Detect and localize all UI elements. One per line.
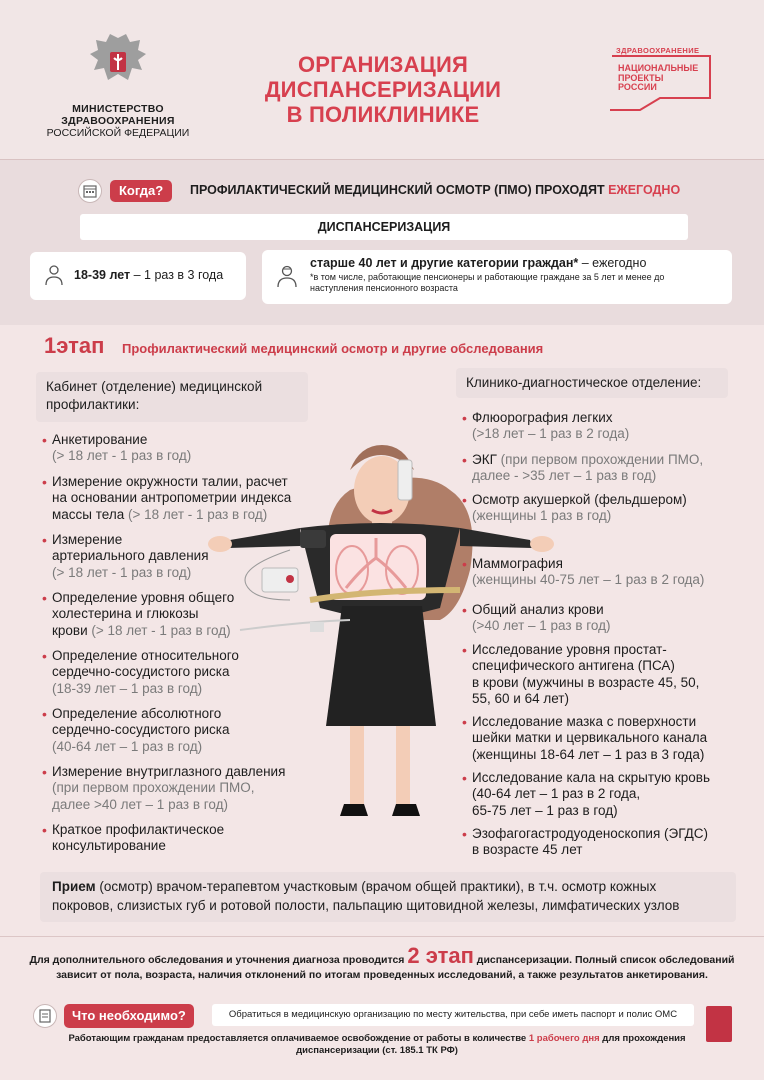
item-sub: (18-39 лет – 1 раз в год) bbox=[52, 680, 203, 696]
bullet-icon: • bbox=[42, 532, 47, 548]
footer-line2: диспансеризации (ст. 185.1 ТК РФ) bbox=[296, 1044, 458, 1056]
item-line3a: массы тела bbox=[52, 506, 128, 522]
item-sub: (при первом прохождении ПМО, bbox=[52, 780, 255, 796]
need-text: Обратиться в медицинскую организацию по месту жительства, при себе иметь паспорт и полис ОМС bbox=[212, 1004, 694, 1026]
item-line3: в крови (мужчины в возрасте 45, 50, bbox=[472, 674, 700, 690]
footer-note bbox=[60, 1033, 694, 1056]
right-panel-heading: Клинико-диагностическое отделение: bbox=[456, 368, 728, 398]
item-title: Исследование мазка с поверхности bbox=[472, 714, 697, 729]
older-group-freq: – ежегодно bbox=[578, 256, 647, 270]
item-line2: специфического антигена (ПСА) bbox=[472, 658, 675, 674]
list-item bbox=[42, 590, 235, 639]
older-group-label: старше 40 лет и другие категории граждан* bbox=[310, 256, 579, 270]
reception-text1: (осмотр) врачом-терапевтом участковым (врачом общей практики), в т.ч. осмотр кожных bbox=[95, 879, 657, 894]
item-title: Определение абсолютного bbox=[52, 706, 222, 721]
item-line2: артериального давления bbox=[52, 548, 209, 564]
item-title bbox=[472, 452, 703, 468]
list-item bbox=[462, 452, 704, 485]
item-line2: сердечно-сосудистого риска bbox=[52, 664, 230, 680]
item-line2: (40-64 лет – 1 раз в 2 года, bbox=[472, 786, 641, 802]
bullet-icon: • bbox=[462, 642, 467, 658]
bullet-icon: • bbox=[42, 432, 47, 448]
older-group-text bbox=[310, 256, 646, 270]
when-text-main: ПРОФИЛАКТИЧЕСКИЙ МЕДИЦИНСКИЙ ОСМОТР (ПМО) ПРОХОДЯТ bbox=[190, 183, 605, 197]
reception-panel bbox=[40, 872, 736, 922]
list-item bbox=[462, 714, 708, 763]
list-item bbox=[42, 432, 192, 465]
list-item bbox=[462, 642, 700, 707]
list-item bbox=[42, 706, 230, 755]
bullet-icon: • bbox=[462, 410, 467, 426]
item-title: Флюорография легких bbox=[472, 410, 613, 425]
bullet-icon: • bbox=[42, 706, 47, 722]
ministry-line1: МИНИСТЕРСТВО bbox=[72, 103, 164, 115]
item-line3 bbox=[52, 507, 291, 523]
item-sub: далее >40 лет – 1 раз в год) bbox=[52, 796, 229, 812]
bullet-icon: • bbox=[42, 822, 47, 838]
bullet-icon: • bbox=[42, 764, 47, 780]
list-item bbox=[462, 826, 709, 859]
item-sub: (при первом прохождении ПМО, bbox=[500, 452, 704, 467]
bullet-icon: • bbox=[42, 648, 47, 664]
older-group-box bbox=[262, 250, 732, 304]
item-line3: 65-75 лет – 1 раз в год) bbox=[472, 802, 618, 818]
footer-line1 bbox=[60, 1033, 694, 1045]
item-title: Исследование уровня простат- bbox=[472, 642, 667, 657]
list-item bbox=[462, 770, 710, 819]
bullet-icon: • bbox=[462, 556, 467, 572]
reception-line1 bbox=[52, 878, 724, 897]
item-line2: консультирование bbox=[52, 838, 166, 854]
ministry-line2: ЗДРАВООХРАНЕНИЯ bbox=[61, 115, 175, 127]
when-accent: ЕЖЕГОДНО bbox=[608, 183, 681, 197]
item-title: Краткое профилактическое bbox=[52, 822, 225, 837]
title-line2: ДИСПАНСЕРИЗАЦИИ bbox=[264, 77, 502, 102]
left-panel-heading: Кабинет (отделение) медицинской профилактики: bbox=[36, 372, 308, 422]
list-item bbox=[462, 556, 705, 589]
item-title: Осмотр акушеркой (фельдшером) bbox=[472, 492, 687, 507]
item-title: Определение относительного bbox=[52, 648, 239, 663]
stage1-number: 1этап bbox=[44, 333, 105, 358]
older-group-note: *в том числе, работающие пенсионеры и работающие граждане за 5 лет и менее до наступления пенсионного возраста bbox=[310, 272, 665, 293]
stage2-line2: зависит от пола, возраста, наличия отклонений по итогам проведенных исследований, а также результатов анкетирования. bbox=[56, 969, 708, 981]
bullet-icon: • bbox=[462, 492, 467, 508]
bullet-icon: • bbox=[42, 590, 47, 606]
item-line3a: крови bbox=[52, 622, 92, 638]
bullet-icon: • bbox=[462, 452, 467, 468]
need-badge: Что необходимо? bbox=[64, 1004, 194, 1028]
ministry-line3: РОССИЙСКОЙ ФЕДЕРАЦИИ bbox=[46, 127, 190, 139]
item-title: Измерение bbox=[52, 532, 123, 547]
list-item bbox=[42, 532, 209, 581]
item-sub: (> 18 лет - 1 раз в год) bbox=[91, 622, 231, 638]
item-line3: (женщины 18-64 лет – 1 раз в 3 года) bbox=[472, 746, 705, 762]
item-line2: холестерина и глюкозы bbox=[52, 606, 199, 622]
footer-accent: 1 рабочего дня bbox=[528, 1033, 600, 1044]
item-title: Маммография bbox=[472, 556, 563, 571]
item-title: Анкетирование bbox=[52, 432, 148, 447]
item-title: Общий анализ крови bbox=[472, 602, 604, 617]
item-sub: (> 18 лет - 1 раз в год) bbox=[52, 448, 192, 464]
item-title: Определение уровня общего bbox=[52, 590, 235, 605]
stage2-line1 bbox=[0, 943, 764, 969]
np-main-text: НАЦИОНАЛЬНЫЕ ПРОЕКТЫ РОССИИ bbox=[618, 63, 699, 92]
list-item bbox=[42, 474, 292, 523]
item-line4: 55, 60 и 64 лет) bbox=[472, 690, 569, 706]
national-projects-logo bbox=[600, 42, 720, 112]
list-item bbox=[462, 492, 687, 525]
bullet-icon: • bbox=[462, 826, 467, 842]
item-line2: шейки матки и цервикального канала bbox=[472, 730, 708, 746]
item-line2: на основании антропометрии индекса bbox=[52, 490, 292, 506]
item-sub: (женщины 1 раз в год) bbox=[472, 508, 612, 524]
footer-post: для прохождения bbox=[599, 1033, 686, 1044]
item-line3 bbox=[52, 623, 234, 639]
reception-bold: Прием bbox=[52, 879, 96, 894]
item-sub: далее - >35 лет – 1 раз в год) bbox=[472, 468, 657, 484]
elder-person-icon bbox=[276, 264, 298, 288]
stage2-post: диспансеризации. Полный список обследований bbox=[473, 954, 735, 966]
title-line3: В ПОЛИКЛИНИКЕ bbox=[286, 102, 480, 127]
item-title: Измерение внутриглазного давления bbox=[52, 764, 286, 779]
item-title: Исследование кала на скрытую кровь bbox=[472, 770, 710, 785]
bullet-icon: • bbox=[462, 602, 467, 618]
age-group-box bbox=[30, 252, 246, 300]
reception-line2: покровов, слизистых губ и ротовой полости, пальпацию щитовидной железы, лимфатических узлов bbox=[52, 897, 680, 913]
item-sub: (женщины 40-75 лет – 1 раз в 2 года) bbox=[472, 572, 705, 588]
age-group-text bbox=[74, 268, 223, 282]
list-item bbox=[42, 822, 225, 855]
document-icon bbox=[33, 1004, 57, 1028]
item-line2: в возрасте 45 лет bbox=[472, 842, 583, 858]
when-badge: Когда? bbox=[110, 180, 172, 202]
list-item bbox=[462, 410, 630, 443]
bullet-icon: • bbox=[462, 714, 467, 730]
stage1-title: Профилактический медицинский осмотр и другие обследования bbox=[122, 341, 544, 356]
item-line2: сердечно-сосудистого риска bbox=[52, 722, 230, 738]
bullet-icon: • bbox=[42, 474, 47, 490]
passport-icon bbox=[706, 1006, 732, 1042]
bullet-icon: • bbox=[462, 770, 467, 786]
stage2-number: 2 этап bbox=[407, 943, 474, 968]
list-item bbox=[42, 648, 239, 697]
calendar-icon bbox=[78, 179, 102, 203]
item-sub: (> 18 лет - 1 раз в год) bbox=[52, 564, 192, 580]
item-title-main: ЭКГ bbox=[472, 452, 501, 467]
age-group-label: 18-39 лет bbox=[74, 268, 131, 282]
dispensary-bar: ДИСПАНСЕРИЗАЦИЯ bbox=[80, 214, 688, 240]
list-item bbox=[42, 764, 286, 813]
stage2-section bbox=[0, 936, 764, 992]
page-title bbox=[238, 52, 528, 127]
ministry-emblem-icon bbox=[86, 30, 150, 94]
stage2-pre: Для дополнительного обследования и уточнения диагноза проводится bbox=[29, 954, 408, 966]
item-sub: (>40 лет – 1 раз в год) bbox=[472, 618, 611, 634]
item-title: Эзофагогастродуоденоскопия (ЭГДС) bbox=[472, 826, 709, 841]
list-item bbox=[462, 602, 611, 635]
item-title: Измерение окружности талии, расчет bbox=[52, 474, 288, 489]
item-sub: (>18 лет – 1 раз в 2 года) bbox=[472, 426, 630, 442]
when-text bbox=[190, 183, 680, 197]
np-top-text: ЗДРАВООХРАНЕНИЕ bbox=[616, 46, 700, 55]
footer-pre: Работающим гражданам предоставляется оплачиваемое освобождение от работы в количестве bbox=[68, 1033, 529, 1044]
person-icon bbox=[44, 264, 64, 286]
ministry-block bbox=[38, 30, 198, 139]
item-sub: (> 18 лет - 1 раз в год) bbox=[127, 506, 268, 522]
age-group-freq: – 1 раз в 3 года bbox=[130, 268, 224, 282]
title-line1: ОРГАНИЗАЦИЯ bbox=[297, 52, 469, 77]
item-sub: (40-64 лет – 1 раз в год) bbox=[52, 738, 203, 754]
